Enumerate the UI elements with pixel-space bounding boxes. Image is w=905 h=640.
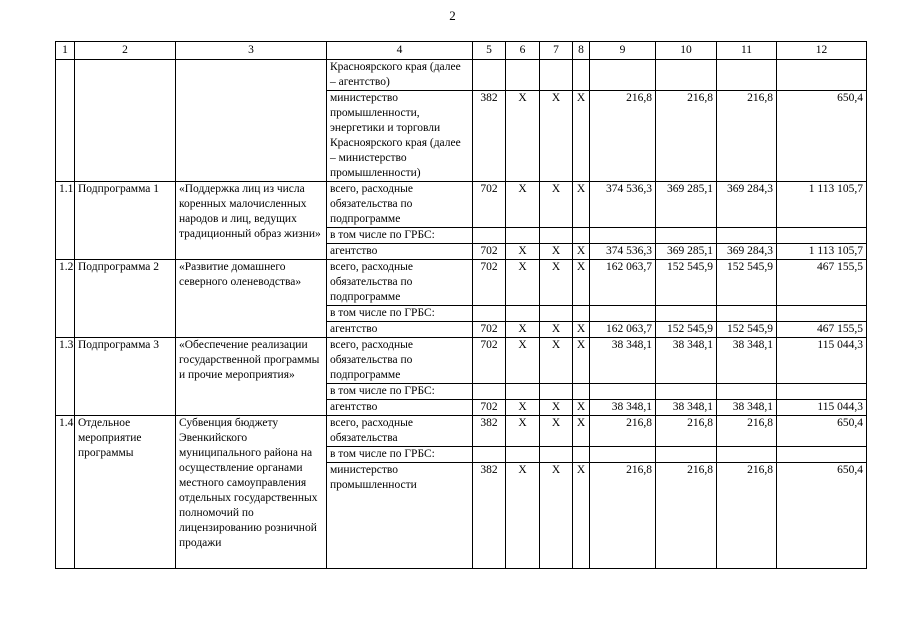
cell-year2: 216,8 [656,91,717,182]
column-header: 7 [540,42,573,60]
cell-mark: X [540,338,573,384]
budget-table [55,41,867,569]
cell-year1: 374 536,3 [590,244,656,260]
cell-total: 467 155,5 [777,322,867,338]
table-row [56,182,867,228]
table-row [56,260,867,306]
cell-payer: в том числе по ГРБС: [327,384,473,400]
cell-mark: X [506,182,540,228]
cell-payer: Красноярского края (далее – агентство) [327,60,473,91]
cell-code: 702 [473,400,506,416]
cell-mark: X [540,463,573,569]
cell-year3: 38 348,1 [717,338,777,384]
cell-code: 382 [473,416,506,447]
cell-mark: X [573,463,590,569]
cell-mark: X [506,400,540,416]
cell-year2: 369 285,1 [656,182,717,228]
cell-payer: в том числе по ГРБС: [327,306,473,322]
cell-year2: 152 545,9 [656,322,717,338]
cell-year1: 38 348,1 [590,400,656,416]
table-row [56,416,867,447]
cell-num: 1.1 [56,182,75,260]
cell-payer: в том числе по ГРБС: [327,447,473,463]
cell-year1: 216,8 [590,91,656,182]
cell-status: Отдельное мероприятие программы [75,416,176,569]
cell-payer: в том числе по ГРБС: [327,228,473,244]
cell-year2: 216,8 [656,416,717,447]
cell-name: «Обеспечение реализации государственной программы и прочие мероприятия» [176,338,327,416]
cell-mark: X [506,260,540,306]
cell-mark: X [506,463,540,569]
column-header: 3 [176,42,327,60]
cell-num: 1.4 [56,416,75,569]
cell-payer: всего, расходные обязательства по подпрограмме [327,338,473,384]
cell-code: 702 [473,260,506,306]
column-header: 5 [473,42,506,60]
cell-mark: X [573,416,590,447]
cell-year1: 374 536,3 [590,182,656,228]
cell-year1: 216,8 [590,463,656,569]
cell-mark: X [540,400,573,416]
cell-status: Подпрограмма 3 [75,338,176,416]
cell-year3: 152 545,9 [717,322,777,338]
cell-name: «Развитие домашнего северного оленеводства» [176,260,327,338]
cell-year2: 38 348,1 [656,338,717,384]
column-header: 9 [590,42,656,60]
cell-mark: X [540,416,573,447]
table-row [56,338,867,384]
cell-year2: 216,8 [656,463,717,569]
cell-num [56,60,75,182]
column-header: 6 [506,42,540,60]
cell-mark: X [573,322,590,338]
cell-total: 1 113 105,7 [777,182,867,228]
cell-year3: 216,8 [717,463,777,569]
cell-mark: X [540,91,573,182]
cell-year1: 38 348,1 [590,338,656,384]
cell-mark: X [506,91,540,182]
column-header: 2 [75,42,176,60]
cell-code: 702 [473,244,506,260]
column-number-row [56,42,867,60]
cell-year3: 369 284,3 [717,244,777,260]
cell-status [75,60,176,182]
cell-code: 382 [473,91,506,182]
cell-code: 702 [473,322,506,338]
cell-mark: X [540,260,573,306]
cell-total: 650,4 [777,91,867,182]
cell-year2: 369 285,1 [656,244,717,260]
cell-total: 467 155,5 [777,260,867,306]
cell-year3: 38 348,1 [717,400,777,416]
cell-code: 702 [473,338,506,384]
cell-year1: 162 063,7 [590,260,656,306]
cell-mark: X [573,244,590,260]
cell-payer: министерство промышленности, энергетики и торговли Красноярского края (далее – министерство промышленности) [327,91,473,182]
cell-mark: X [540,244,573,260]
cell-payer: всего, расходные обязательства по подпрограмме [327,182,473,228]
column-header: 10 [656,42,717,60]
cell-mark: X [540,322,573,338]
cell-year2: 38 348,1 [656,400,717,416]
cell-year3: 216,8 [717,416,777,447]
cell-mark: X [573,338,590,384]
cell-status: Подпрограмма 2 [75,260,176,338]
cell-year3: 369 284,3 [717,182,777,228]
cell-num: 1.2 [56,260,75,338]
column-header: 4 [327,42,473,60]
column-header: 1 [56,42,75,60]
cell-mark: X [573,400,590,416]
cell-code: 382 [473,463,506,569]
cell-code: 702 [473,182,506,228]
cell-payer: всего, расходные обязательства по подпрограмме [327,260,473,306]
cell-name: Субвенция бюджету Эвенкийского муниципального района на осуществление органами местного самоуправления отдельных государственных полномочий по лицензированию розничной продажи [176,416,327,569]
cell-total: 115 044,3 [777,400,867,416]
cell-name [176,60,327,182]
cell-payer: агентство [327,244,473,260]
cell-total: 650,4 [777,463,867,569]
cell-total: 1 113 105,7 [777,244,867,260]
cell-mark: X [540,182,573,228]
column-header: 11 [717,42,777,60]
cell-year1: 216,8 [590,416,656,447]
cell-mark: X [573,260,590,306]
cell-payer: агентство [327,322,473,338]
page-number: 2 [449,8,456,23]
cell-year1: 162 063,7 [590,322,656,338]
cell-mark: X [506,338,540,384]
cell-mark: X [506,416,540,447]
cell-num: 1.3 [56,338,75,416]
cell-mark: X [506,322,540,338]
cell-status: Подпрограмма 1 [75,182,176,260]
cell-mark: X [573,182,590,228]
cell-payer: агентство [327,400,473,416]
cell-payer: министерство промышленности [327,463,473,569]
cell-total: 650,4 [777,416,867,447]
cell-mark: X [506,244,540,260]
cell-name: «Поддержка лиц из числа коренных малочисленных народов и лиц, ведущих традиционный образ жизни» [176,182,327,260]
column-header: 12 [777,42,867,60]
cell-mark: X [573,91,590,182]
cell-payer: всего, расходные обязательства [327,416,473,447]
cell-total: 115 044,3 [777,338,867,384]
table-row [56,60,867,91]
cell-year2: 152 545,9 [656,260,717,306]
cell-year3: 152 545,9 [717,260,777,306]
column-header: 8 [573,42,590,60]
cell-year3: 216,8 [717,91,777,182]
